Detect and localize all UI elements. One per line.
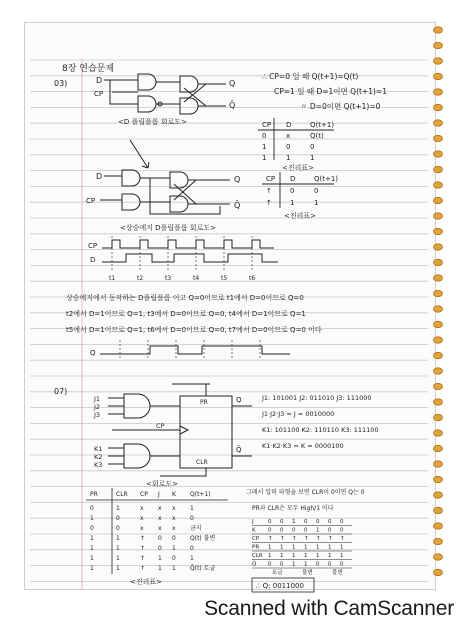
grid-cell: 1 xyxy=(304,553,308,559)
grid-bottom-label: 불변 xyxy=(302,570,313,576)
jk-cell: 1 xyxy=(90,565,94,572)
jk-header: PR xyxy=(90,491,98,498)
grid-cell: 0 xyxy=(292,527,296,534)
p7-eq-4: K1·K2·K3 = K = 0000100 xyxy=(262,442,344,450)
spiral-ring xyxy=(434,182,443,188)
jk-cell: x xyxy=(172,505,176,512)
p7-eq-3: K1: 101100 K2: 110110 K3: 111100 xyxy=(262,426,379,434)
timing-cp-label: CP xyxy=(88,242,98,250)
timing-ticks xyxy=(109,236,255,282)
jk-truth-table-frame xyxy=(86,488,228,574)
table1-cell: 1 xyxy=(286,154,291,162)
jk-cell: x xyxy=(140,515,144,522)
jk-cell: 0 xyxy=(116,515,120,522)
spiral-ring xyxy=(434,352,443,358)
edge-d-flipflop-circuit xyxy=(100,170,230,214)
p3-note-3: 〃 D=0이면 Q(t+1)=0 xyxy=(300,102,381,111)
table1-caption: <진리표> xyxy=(282,164,315,172)
spiral-binding xyxy=(434,27,443,576)
spiral-ring xyxy=(434,197,443,203)
jk-cell: x xyxy=(158,525,162,532)
jk-cell: 0 xyxy=(172,555,176,562)
jk-cell: ↑ xyxy=(140,535,146,542)
spiral-ring xyxy=(434,554,443,560)
jk-cell: Q̄(t) 토글 xyxy=(190,565,216,572)
jk-cell: 1 xyxy=(190,505,194,512)
jk-cell: 0 xyxy=(116,525,120,532)
spiral-ring xyxy=(434,228,443,234)
spiral-ring xyxy=(434,430,443,436)
grid-cell: 1 xyxy=(292,544,296,551)
jk-cell: 1 xyxy=(190,555,194,562)
circuit2-cp-label: CP xyxy=(86,197,96,205)
jk-cell: 0 xyxy=(90,505,94,512)
grid-cell: 0 xyxy=(304,519,308,525)
spiral-ring xyxy=(434,27,443,33)
p3-note-2: CP=1 일 때 D=1이면 Q(t+1)=1 xyxy=(274,87,387,96)
grid-cell: ↑ xyxy=(268,536,273,542)
table1-cell: x xyxy=(286,132,291,140)
table2-header: Q(t+1) xyxy=(314,175,339,183)
table1-header: D xyxy=(286,121,292,129)
table2-header: CP xyxy=(266,175,276,183)
circuit1-q-label: Q xyxy=(229,79,236,88)
p3-explain-2: t2에서 D=1이므로 Q=1, t3에서 D=0이므로 Q=0, t4에서 D=1이므로 Q=1 xyxy=(66,310,306,318)
spiral-ring xyxy=(434,244,443,250)
circuit2-d-label: D xyxy=(96,172,103,181)
jk-header: CLR xyxy=(116,491,128,498)
grid-cell: 1 xyxy=(328,553,332,559)
grid-row-label: K xyxy=(252,527,256,534)
jk-cell: x xyxy=(172,525,176,532)
timing-q-wave xyxy=(100,346,290,354)
grid-cell: 1 xyxy=(316,544,320,551)
jk-cell: x xyxy=(140,525,144,532)
grid-cell: ↑ xyxy=(340,536,345,542)
k2-label: K2 xyxy=(94,453,103,461)
grid-cell: 1 xyxy=(328,544,332,551)
table2-cell: 1 xyxy=(314,199,319,207)
jk-cell: x xyxy=(140,505,144,512)
page-title: 8장 연습문제 xyxy=(62,64,115,74)
grid-cell: 1 xyxy=(268,544,272,551)
q-dashed-guides xyxy=(120,340,260,360)
spiral-ring xyxy=(434,523,443,529)
table1-cell: 1 xyxy=(262,154,267,162)
grid-bottom-label: 불변 xyxy=(332,570,343,576)
grid-cell: ↑ xyxy=(280,536,285,542)
grid-cell: 1 xyxy=(316,553,320,559)
spiral-ring xyxy=(434,445,443,451)
jk-cell: Q(t) 불변 xyxy=(190,535,216,542)
jk-header: J xyxy=(158,491,160,498)
jk-qbar-label: Q̄ xyxy=(236,446,242,454)
spiral-ring xyxy=(434,476,443,482)
jk-cell: 0 xyxy=(90,525,94,532)
grid-cell: 0 xyxy=(316,519,320,525)
k1-label: K1 xyxy=(94,445,103,453)
jk-cell: 1 xyxy=(172,565,176,572)
spiral-ring xyxy=(434,135,443,141)
table2-cell: 1 xyxy=(290,199,295,207)
tick-label: t4 xyxy=(193,275,200,282)
jk-cell: 0 xyxy=(158,545,162,552)
table2-cell: 0 xyxy=(314,187,319,195)
circuit2-qbar-label: Q̄ xyxy=(234,201,241,210)
table1-cell: 0 xyxy=(310,143,315,151)
table2-cell: 0 xyxy=(290,187,295,195)
grid-row-label: J xyxy=(252,519,254,525)
jk-cell: ↑ xyxy=(140,565,146,572)
spiral-ring xyxy=(434,368,443,374)
p3-explain-3: t5에서 D=1이므로 Q=1, t6에서 D=0이므로 Q=0, t7에서 D=0이므로 Q=0 이다 xyxy=(66,326,322,334)
waveform-value-grid xyxy=(251,519,352,576)
table1-header: Q(t+1) xyxy=(310,121,335,129)
spiral-ring xyxy=(434,461,443,467)
spiral-ring xyxy=(434,538,443,544)
spiral-ring xyxy=(434,399,443,405)
table1-cell: 1 xyxy=(310,154,315,162)
spiral-ring xyxy=(434,507,443,513)
spiral-ring xyxy=(434,42,443,48)
jk-cell: 금지 xyxy=(190,525,202,532)
timing-d-wave xyxy=(102,254,278,262)
jk-cell: 1 xyxy=(90,555,94,562)
table2-cell: ↑ xyxy=(266,187,272,195)
circuit1-cp-label: CP xyxy=(94,90,104,98)
jk-header: Q(t+1) xyxy=(190,491,211,498)
grid-cell: 0 xyxy=(280,519,284,525)
clr-label: CLR xyxy=(196,459,208,466)
spiral-ring xyxy=(434,89,443,95)
spiral-ring xyxy=(434,104,443,110)
grid-cell: 1 xyxy=(340,553,344,559)
grid-cell: 1 xyxy=(304,544,308,551)
grid-cell: 1 xyxy=(292,561,296,568)
jk-cell: 1 xyxy=(90,535,94,542)
grid-row-label: CLR xyxy=(252,553,263,559)
tick-label: t1 xyxy=(109,275,116,282)
grid-cell: 1 xyxy=(304,561,308,568)
grid-cell: 0 xyxy=(340,561,344,568)
p7-note-2: PR과 CLR은 모두 High/1 이다 xyxy=(252,505,334,512)
timing-cp-wave xyxy=(102,240,274,248)
grid-cell: 0 xyxy=(316,561,320,568)
circuit1-d-label: D xyxy=(96,76,103,85)
jk-cell: 0 xyxy=(190,515,194,522)
table2-caption: <진리표> xyxy=(284,212,317,220)
grid-cell: 1 xyxy=(292,553,296,559)
jk-cell: 1 xyxy=(90,545,94,552)
circuit2-q-label: Q xyxy=(234,175,241,184)
spiral-ring xyxy=(434,259,443,265)
jk-cell: 0 xyxy=(190,545,194,552)
grid-cell: 0 xyxy=(328,561,332,568)
spiral-ring xyxy=(434,73,443,79)
grid-bottom-label: 토글 xyxy=(272,570,283,576)
d-flipflop-circuit xyxy=(104,74,226,114)
grid-row-label: Q xyxy=(252,561,257,568)
jk-cell: ↑ xyxy=(140,555,146,562)
grid-cell: 1 xyxy=(292,519,296,525)
spiral-ring xyxy=(434,414,443,420)
cp-label: CP xyxy=(156,422,165,430)
spiral-ring xyxy=(434,151,443,157)
jk-cell: 1 xyxy=(158,555,162,562)
table2-cell: ↑ xyxy=(266,199,272,207)
answer-text: ∴ Q: 0011000 xyxy=(256,582,304,590)
table2-header: D xyxy=(290,175,296,183)
grid-row-label: CP xyxy=(252,536,260,542)
jk-cell: 1 xyxy=(116,565,120,572)
tick-label: t5 xyxy=(221,275,228,282)
grid-cell: 1 xyxy=(268,553,272,559)
jk-header: CP xyxy=(140,491,148,498)
grid-cell: 0 xyxy=(328,519,332,525)
problem-7-number: 07) xyxy=(54,387,68,396)
tick-label: t2 xyxy=(137,275,144,282)
spiral-ring xyxy=(434,213,443,219)
k3-label: K3 xyxy=(94,461,103,469)
grid-cell: 1 xyxy=(280,553,284,559)
grid-cell: 0 xyxy=(340,519,344,525)
jk-header: K xyxy=(172,491,176,498)
jk-cell: x xyxy=(172,515,176,522)
circuit1-qbar-label: Q̄ xyxy=(229,101,236,110)
jk-flipflop-circuit xyxy=(108,384,252,476)
timing-d-label: D xyxy=(90,256,96,264)
table1-cell: 0 xyxy=(286,143,291,151)
jk-cell: 1 xyxy=(90,515,94,522)
grid-cell: 1 xyxy=(316,527,320,534)
jk-cell: 1 xyxy=(116,505,120,512)
grid-cell: 0 xyxy=(328,527,332,534)
p3-explain-1: 상승에지에서 동작하는 D플립플롭 이고 Q=0이므로 t1에서 D=0이므로 Q=0 xyxy=(66,294,304,302)
j2-label: J2 xyxy=(94,403,101,411)
jk-cell: 1 xyxy=(116,555,120,562)
jk-circuit-caption: <회로도> xyxy=(146,480,179,488)
grid-cell: 0 xyxy=(268,527,272,534)
p7-note-1: 그래서 입력 파형을 보면 CLR이 0이면 Q는 0 xyxy=(246,489,365,496)
circuit2-caption: <상승에지 D플립플롭 회로도> xyxy=(120,224,216,232)
jk-cell: x xyxy=(158,505,162,512)
spiral-ring xyxy=(434,337,443,343)
grid-cell: 1 xyxy=(340,544,344,551)
table1-cell: 0 xyxy=(262,132,267,140)
grid-row-label: PR xyxy=(252,544,260,551)
j3-label: J3 xyxy=(94,411,101,419)
grid-cell: 0 xyxy=(340,527,344,534)
grid-cell: 0 xyxy=(268,561,272,568)
jk-cell: 1 xyxy=(158,565,162,572)
timing-q-label: Q xyxy=(90,349,96,357)
spiral-ring xyxy=(434,383,443,389)
spiral-ring xyxy=(434,120,443,126)
circuit1-caption: <D 플립플롭 회로도> xyxy=(118,118,187,126)
grid-cell: 0 xyxy=(280,527,284,534)
camscanner-watermark: Scanned with CamScanner xyxy=(204,597,454,620)
grid-cell: 0 xyxy=(268,519,272,525)
jk-cell: 0 xyxy=(158,535,162,542)
pr-label: PR xyxy=(200,399,208,406)
spiral-ring xyxy=(434,492,443,498)
table1-header: CP xyxy=(262,121,272,129)
grid-cell: ↑ xyxy=(316,536,321,542)
problem-3-number: 03) xyxy=(54,79,68,88)
spiral-ring xyxy=(434,166,443,172)
j1-label: J1 xyxy=(94,395,101,403)
grid-cell: 0 xyxy=(304,527,308,534)
tick-label: t6 xyxy=(249,275,256,282)
grid-cell: ↑ xyxy=(292,536,297,542)
grid-cell: 1 xyxy=(280,544,284,551)
jk-table-caption: <진리표> xyxy=(130,578,163,586)
jk-cell: 0 xyxy=(172,535,176,542)
jk-cell: 1 xyxy=(116,545,120,552)
truth-table-1-cells xyxy=(262,121,334,162)
tick-label: t3 xyxy=(165,275,172,282)
spiral-ring xyxy=(434,290,443,296)
p7-eq-1: J1: 101001 J2: 011010 J3: 111000 xyxy=(262,394,372,402)
grid-cell: 0 xyxy=(280,561,284,568)
grid-cell: ↑ xyxy=(328,536,333,542)
jk-q-label: Q xyxy=(236,396,242,404)
jk-truth-table xyxy=(90,491,215,572)
p7-eq-2: J1·J2·J3 = J = 0010000 xyxy=(262,410,335,418)
spiral-ring xyxy=(434,58,443,64)
table1-cell: 1 xyxy=(262,143,267,151)
table1-cell: Q(t) xyxy=(310,132,324,140)
spiral-ring xyxy=(434,275,443,281)
watermark-footer xyxy=(0,597,474,621)
spiral-ring xyxy=(434,306,443,312)
jk-cell: ↑ xyxy=(140,545,146,552)
jk-cell: 1 xyxy=(116,535,120,542)
grid-cell: ↑ xyxy=(304,536,309,542)
down-arrow-icon xyxy=(130,140,149,168)
spiral-ring xyxy=(434,321,443,327)
jk-cell: 1 xyxy=(172,545,176,552)
jk-cell: x xyxy=(158,515,162,522)
spiral-ring xyxy=(434,569,443,575)
p3-note-1: ∴ CP=0 일 때 Q(t+1)=Q(t) xyxy=(262,72,359,81)
